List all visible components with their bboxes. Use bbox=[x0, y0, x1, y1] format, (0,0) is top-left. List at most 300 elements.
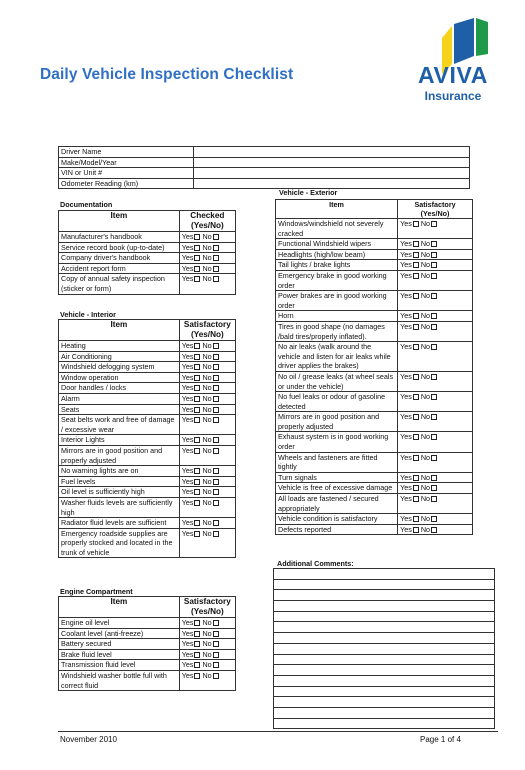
checklist-item-label: Power brakes are in good working order bbox=[276, 291, 398, 311]
page-title: Daily Vehicle Inspection Checklist bbox=[40, 66, 294, 83]
yes-checkbox[interactable] bbox=[194, 266, 200, 272]
no-label: No bbox=[202, 232, 212, 241]
no-checkbox[interactable] bbox=[431, 273, 437, 279]
no-checkbox[interactable] bbox=[213, 662, 219, 668]
checklist-item-label: Door handles / locks bbox=[59, 383, 180, 394]
engine-heading: Engine Compartment bbox=[60, 587, 133, 596]
comment-line-field[interactable] bbox=[274, 569, 495, 580]
no-checkbox[interactable] bbox=[213, 417, 219, 423]
yes-label: Yes bbox=[400, 291, 412, 301]
yes-checkbox[interactable] bbox=[194, 417, 200, 423]
no-checkbox[interactable] bbox=[213, 500, 219, 506]
driver-info-value[interactable] bbox=[194, 147, 470, 158]
yes-label: Yes bbox=[400, 321, 412, 331]
interior-table bbox=[58, 319, 236, 558]
no-label: No bbox=[202, 660, 212, 670]
no-label: No bbox=[420, 452, 431, 462]
yes-no-cell bbox=[398, 452, 473, 472]
driver-info-table bbox=[58, 146, 470, 189]
checklist-row bbox=[276, 239, 473, 250]
yes-no-cell bbox=[179, 466, 235, 477]
yes-label: Yes bbox=[181, 415, 194, 425]
yes-checkbox[interactable] bbox=[194, 354, 200, 360]
comment-line bbox=[274, 579, 495, 590]
yes-checkbox[interactable] bbox=[194, 448, 200, 454]
checklist-row bbox=[276, 524, 473, 535]
no-checkbox[interactable] bbox=[213, 620, 219, 626]
no-checkbox[interactable] bbox=[431, 434, 437, 440]
yes-checkbox[interactable] bbox=[194, 245, 200, 251]
documentation-heading: Documentation bbox=[60, 200, 113, 209]
yes-checkbox[interactable] bbox=[413, 527, 419, 533]
no-checkbox[interactable] bbox=[213, 531, 219, 537]
yes-no-cell bbox=[398, 494, 473, 514]
checklist-item-label: Air Conditioning bbox=[59, 351, 180, 362]
checklist-row bbox=[59, 274, 236, 294]
comment-line bbox=[274, 665, 495, 676]
no-label: No bbox=[202, 497, 212, 507]
checklist-item-label: Mirrors are in good position and properly adjusted bbox=[59, 445, 180, 465]
yes-no-cell bbox=[398, 260, 473, 271]
yes-no-cell bbox=[398, 239, 473, 250]
yes-checkbox[interactable] bbox=[194, 652, 200, 658]
checklist-row bbox=[276, 260, 473, 271]
yes-checkbox[interactable] bbox=[413, 455, 419, 461]
no-checkbox[interactable] bbox=[431, 252, 437, 258]
checklist-item-label: Engine oil level bbox=[59, 618, 180, 629]
yes-label: Yes bbox=[400, 472, 412, 482]
checklist-item-label: Functional Windshield wipers bbox=[276, 239, 398, 250]
yes-label: Yes bbox=[181, 649, 194, 659]
no-label: No bbox=[420, 219, 431, 228]
yes-label: Yes bbox=[400, 494, 412, 504]
yes-checkbox[interactable] bbox=[194, 489, 200, 495]
yes-no-cell bbox=[179, 628, 235, 639]
yes-label: Yes bbox=[181, 487, 194, 497]
no-label: No bbox=[202, 253, 212, 263]
no-checkbox[interactable] bbox=[431, 475, 437, 481]
footer-page-number: Page 1 of 4 bbox=[420, 735, 461, 744]
yes-no-cell bbox=[179, 618, 235, 629]
yes-checkbox[interactable] bbox=[413, 496, 419, 502]
comment-line-field[interactable] bbox=[274, 633, 495, 644]
checklist-item-label: Fuel levels bbox=[59, 476, 180, 487]
engine-item-header: Item bbox=[59, 597, 180, 618]
yes-checkbox[interactable] bbox=[194, 234, 200, 240]
yes-checkbox[interactable] bbox=[413, 221, 419, 227]
checklist-row bbox=[276, 291, 473, 311]
no-checkbox[interactable] bbox=[431, 516, 437, 522]
checklist-item-label: Tires in good shape (no damages /bald tires/properly inflated). bbox=[276, 321, 398, 341]
yes-checkbox[interactable] bbox=[413, 475, 419, 481]
yes-checkbox[interactable] bbox=[413, 414, 419, 420]
no-checkbox[interactable] bbox=[213, 489, 219, 495]
no-label: No bbox=[420, 291, 431, 301]
checklist-row bbox=[59, 372, 236, 383]
yes-label: Yes bbox=[181, 497, 194, 507]
yes-no-cell bbox=[179, 253, 235, 264]
yes-label: Yes bbox=[181, 628, 194, 638]
checklist-row bbox=[59, 435, 236, 446]
comment-line-field[interactable] bbox=[274, 707, 495, 718]
yes-no-cell bbox=[179, 232, 235, 243]
yes-label: Yes bbox=[181, 341, 194, 350]
no-checkbox[interactable] bbox=[213, 375, 219, 381]
checklist-item-label: No air leaks (walk around the vehicle and listen for air leaks while driver applies the brakes) bbox=[276, 342, 398, 372]
no-checkbox[interactable] bbox=[213, 631, 219, 637]
yes-label: Yes bbox=[400, 524, 412, 534]
exterior-table bbox=[275, 199, 473, 535]
no-label: No bbox=[420, 524, 431, 534]
yes-label: Yes bbox=[181, 518, 194, 528]
yes-checkbox[interactable] bbox=[194, 468, 200, 474]
checklist-row bbox=[276, 472, 473, 483]
comment-line-field[interactable] bbox=[274, 665, 495, 676]
no-checkbox[interactable] bbox=[213, 407, 219, 413]
no-label: No bbox=[202, 476, 212, 486]
driver-info-row bbox=[59, 178, 470, 189]
checklist-item-label: Emergency brake in good working order bbox=[276, 270, 398, 290]
no-label: No bbox=[202, 487, 212, 497]
no-checkbox[interactable] bbox=[431, 241, 437, 247]
yes-checkbox[interactable] bbox=[413, 485, 419, 491]
checklist-row bbox=[276, 432, 473, 452]
comment-line-field[interactable] bbox=[274, 675, 495, 686]
no-label: No bbox=[202, 242, 212, 252]
yes-label: Yes bbox=[400, 311, 412, 321]
yes-label: Yes bbox=[400, 371, 412, 381]
comments-table bbox=[273, 568, 495, 729]
checklist-row bbox=[59, 476, 236, 487]
yes-no-cell bbox=[398, 321, 473, 341]
yes-checkbox[interactable] bbox=[194, 641, 200, 647]
checklist-item-label: Windshield defogging system bbox=[59, 362, 180, 373]
checklist-item-label: Company driver's handbook bbox=[59, 253, 180, 264]
checklist-item-label: Seat belts work and free of damage / excessive wear bbox=[59, 415, 180, 435]
yes-checkbox[interactable] bbox=[194, 500, 200, 506]
yes-no-cell bbox=[398, 342, 473, 372]
checklist-item-label: Headlights (high/low beam) bbox=[276, 249, 398, 260]
yes-checkbox[interactable] bbox=[194, 620, 200, 626]
no-checkbox[interactable] bbox=[213, 276, 219, 282]
yes-checkbox[interactable] bbox=[194, 631, 200, 637]
yes-no-cell bbox=[398, 412, 473, 432]
yes-label: Yes bbox=[181, 274, 194, 284]
comment-line bbox=[274, 718, 495, 729]
yes-checkbox[interactable] bbox=[194, 437, 200, 443]
yes-checkbox[interactable] bbox=[413, 252, 419, 258]
yes-no-cell bbox=[179, 274, 235, 294]
no-label: No bbox=[420, 472, 431, 482]
yes-label: Yes bbox=[400, 239, 412, 249]
checklist-row bbox=[276, 483, 473, 494]
driver-info-label: VIN or Unit # bbox=[59, 168, 194, 179]
yes-no-cell bbox=[398, 371, 473, 391]
no-checkbox[interactable] bbox=[213, 641, 219, 647]
yes-checkbox[interactable] bbox=[194, 673, 200, 679]
no-checkbox[interactable] bbox=[431, 527, 437, 533]
no-label: No bbox=[202, 628, 212, 638]
no-checkbox[interactable] bbox=[431, 221, 437, 227]
checklist-row bbox=[59, 263, 236, 274]
no-label: No bbox=[420, 371, 431, 381]
no-checkbox[interactable] bbox=[213, 255, 219, 261]
yes-label: Yes bbox=[181, 639, 194, 649]
no-label: No bbox=[202, 351, 212, 361]
comment-line bbox=[274, 675, 495, 686]
yes-checkbox[interactable] bbox=[194, 407, 200, 413]
no-checkbox[interactable] bbox=[431, 262, 437, 268]
yes-label: Yes bbox=[181, 393, 194, 403]
checklist-row bbox=[276, 270, 473, 290]
comment-line-field[interactable] bbox=[274, 697, 495, 708]
checklist-item-label: Radiator fluid levels are sufficient bbox=[59, 518, 180, 529]
yes-no-cell bbox=[179, 435, 235, 446]
yes-label: Yes bbox=[400, 260, 412, 270]
comment-line-field[interactable] bbox=[274, 590, 495, 601]
checklist-item-label: Accident report form bbox=[59, 263, 180, 274]
comment-line bbox=[274, 654, 495, 665]
yes-checkbox[interactable] bbox=[194, 531, 200, 537]
checklist-row bbox=[59, 253, 236, 264]
no-checkbox[interactable] bbox=[431, 496, 437, 502]
driver-info-label: Driver Name bbox=[59, 147, 194, 158]
comment-line-field[interactable] bbox=[274, 686, 495, 697]
comment-line bbox=[274, 707, 495, 718]
yes-no-cell bbox=[398, 249, 473, 260]
yes-label: Yes bbox=[181, 670, 194, 680]
yes-no-cell bbox=[179, 487, 235, 498]
no-label: No bbox=[202, 639, 212, 649]
no-label: No bbox=[202, 518, 212, 528]
checklist-item-label: Oil level is sufficiently high bbox=[59, 487, 180, 498]
checklist-item-label: Exhaust system is in good working order bbox=[276, 432, 398, 452]
yes-label: Yes bbox=[181, 232, 194, 241]
no-label: No bbox=[202, 435, 212, 445]
checklist-item-label: Service record book (up-to-date) bbox=[59, 242, 180, 253]
driver-info-row bbox=[59, 157, 470, 168]
no-label: No bbox=[420, 342, 431, 352]
no-label: No bbox=[202, 670, 212, 680]
no-checkbox[interactable] bbox=[213, 520, 219, 526]
checklist-row bbox=[59, 670, 236, 690]
comment-line-field[interactable] bbox=[274, 654, 495, 665]
yes-checkbox[interactable] bbox=[194, 479, 200, 485]
checklist-row bbox=[59, 528, 236, 558]
yes-checkbox[interactable] bbox=[413, 434, 419, 440]
brand-subtitle: Insurance bbox=[424, 89, 482, 103]
comment-line bbox=[274, 601, 495, 612]
no-checkbox[interactable] bbox=[213, 437, 219, 443]
driver-info-label: Odometer Reading (km) bbox=[59, 178, 194, 189]
checklist-item-label: Wheels and fasteners are fitted tightly bbox=[276, 452, 398, 472]
yes-no-cell bbox=[398, 270, 473, 290]
driver-info-value[interactable] bbox=[194, 168, 470, 179]
yes-no-cell bbox=[179, 639, 235, 650]
no-label: No bbox=[202, 274, 212, 284]
no-checkbox[interactable] bbox=[213, 396, 219, 402]
yes-checkbox[interactable] bbox=[194, 343, 200, 349]
yes-no-cell bbox=[179, 415, 235, 435]
yes-checkbox[interactable] bbox=[194, 364, 200, 370]
yes-checkbox[interactable] bbox=[413, 324, 419, 330]
checklist-row bbox=[59, 242, 236, 253]
checklist-row bbox=[276, 494, 473, 514]
exterior-heading: Vehicle - Exterior bbox=[279, 188, 338, 197]
checklist-item-label: Manufacturer's handbook bbox=[59, 232, 180, 243]
comment-line bbox=[274, 643, 495, 654]
driver-info-row bbox=[59, 147, 470, 158]
yes-checkbox[interactable] bbox=[413, 516, 419, 522]
no-checkbox[interactable] bbox=[213, 448, 219, 454]
yes-label: Yes bbox=[181, 242, 194, 252]
yes-checkbox[interactable] bbox=[194, 375, 200, 381]
yes-no-cell bbox=[398, 311, 473, 322]
no-checkbox[interactable] bbox=[431, 293, 437, 299]
yes-checkbox[interactable] bbox=[413, 394, 419, 400]
no-checkbox[interactable] bbox=[431, 374, 437, 380]
no-checkbox[interactable] bbox=[213, 234, 219, 240]
no-checkbox[interactable] bbox=[431, 394, 437, 400]
yes-checkbox[interactable] bbox=[413, 374, 419, 380]
yes-checkbox[interactable] bbox=[194, 520, 200, 526]
no-label: No bbox=[420, 311, 431, 321]
comments-heading: Additional Comments: bbox=[277, 559, 354, 568]
no-label: No bbox=[420, 392, 431, 402]
no-checkbox[interactable] bbox=[213, 652, 219, 658]
yes-no-cell bbox=[179, 393, 235, 404]
checklist-item-label: Brake fluid level bbox=[59, 649, 180, 660]
yes-no-cell bbox=[398, 483, 473, 494]
no-checkbox[interactable] bbox=[213, 673, 219, 679]
yes-checkbox[interactable] bbox=[413, 313, 419, 319]
driver-info-row bbox=[59, 168, 470, 179]
checklist-item-label: Tail lights / brake lights bbox=[276, 260, 398, 271]
no-checkbox[interactable] bbox=[213, 354, 219, 360]
yes-no-cell bbox=[398, 219, 473, 239]
no-checkbox[interactable] bbox=[213, 479, 219, 485]
yes-label: Yes bbox=[181, 362, 194, 372]
no-label: No bbox=[420, 412, 431, 422]
yes-label: Yes bbox=[181, 351, 194, 361]
yes-checkbox[interactable] bbox=[194, 662, 200, 668]
exterior-check-header: Satisfactory (Yes/No) bbox=[398, 200, 473, 219]
no-checkbox[interactable] bbox=[213, 266, 219, 272]
checklist-item-label: Washer fluids levels are sufficiently high bbox=[59, 497, 180, 517]
no-label: No bbox=[202, 362, 212, 372]
yes-checkbox[interactable] bbox=[413, 241, 419, 247]
yes-no-cell bbox=[179, 372, 235, 383]
checklist-item-label: Emergency roadside supplies are properly stocked and located in the trunk of vehicle bbox=[59, 528, 180, 558]
checklist-row bbox=[276, 321, 473, 341]
checklist-item-label: Defects reported bbox=[276, 524, 398, 535]
yes-no-cell bbox=[179, 242, 235, 253]
no-checkbox[interactable] bbox=[213, 245, 219, 251]
checklist-item-label: No warning lights are on bbox=[59, 466, 180, 477]
yes-label: Yes bbox=[400, 452, 412, 462]
comment-line-field[interactable] bbox=[274, 622, 495, 633]
checklist-item-label: All loads are fastened / secured appropriately bbox=[276, 494, 398, 514]
documentation-table bbox=[58, 210, 236, 295]
comment-line bbox=[274, 569, 495, 580]
checklist-row bbox=[59, 497, 236, 517]
yes-checkbox[interactable] bbox=[413, 262, 419, 268]
yes-label: Yes bbox=[400, 270, 412, 280]
checklist-row bbox=[59, 466, 236, 477]
yes-no-cell bbox=[179, 649, 235, 660]
yes-checkbox[interactable] bbox=[413, 293, 419, 299]
yes-no-cell bbox=[179, 670, 235, 690]
no-label: No bbox=[202, 466, 212, 476]
driver-info-value[interactable] bbox=[194, 157, 470, 168]
yes-no-cell bbox=[179, 445, 235, 465]
driver-info-label: Make/Model/Year bbox=[59, 157, 194, 168]
comment-line-field[interactable] bbox=[274, 643, 495, 654]
yes-checkbox[interactable] bbox=[194, 385, 200, 391]
yes-label: Yes bbox=[400, 342, 412, 352]
yes-no-cell bbox=[398, 432, 473, 452]
checklist-row bbox=[59, 649, 236, 660]
yes-label: Yes bbox=[181, 372, 194, 382]
no-checkbox[interactable] bbox=[431, 313, 437, 319]
yes-no-cell bbox=[179, 528, 235, 558]
comment-line bbox=[274, 622, 495, 633]
no-checkbox[interactable] bbox=[213, 343, 219, 349]
checklist-item-label: Heating bbox=[59, 341, 180, 352]
no-checkbox[interactable] bbox=[431, 414, 437, 420]
yes-label: Yes bbox=[181, 253, 194, 263]
yes-label: Yes bbox=[400, 432, 412, 442]
yes-checkbox[interactable] bbox=[413, 273, 419, 279]
yes-checkbox[interactable] bbox=[194, 276, 200, 282]
no-label: No bbox=[202, 415, 212, 425]
no-checkbox[interactable] bbox=[213, 385, 219, 391]
checklist-row bbox=[276, 392, 473, 412]
checklist-row bbox=[59, 232, 236, 243]
comment-line bbox=[274, 590, 495, 601]
no-checkbox[interactable] bbox=[431, 455, 437, 461]
no-checkbox[interactable] bbox=[431, 324, 437, 330]
yes-checkbox[interactable] bbox=[194, 396, 200, 402]
no-checkbox[interactable] bbox=[431, 485, 437, 491]
yes-checkbox[interactable] bbox=[413, 344, 419, 350]
yes-label: Yes bbox=[181, 404, 194, 414]
yes-label: Yes bbox=[181, 445, 194, 455]
yes-label: Yes bbox=[181, 383, 194, 393]
comment-line-field[interactable] bbox=[274, 718, 495, 729]
engine-check-header: Satisfactory (Yes/No) bbox=[179, 597, 235, 618]
checklist-item-label: Mirrors are in good position and properly adjusted bbox=[276, 412, 398, 432]
comment-line-field[interactable] bbox=[274, 579, 495, 590]
checklist-item-label: Window operation bbox=[59, 372, 180, 383]
checklist-row bbox=[59, 487, 236, 498]
yes-checkbox[interactable] bbox=[194, 255, 200, 261]
checklist-row bbox=[59, 383, 236, 394]
checklist-row bbox=[59, 351, 236, 362]
no-label: No bbox=[202, 383, 212, 393]
checklist-row bbox=[276, 311, 473, 322]
comment-line bbox=[274, 611, 495, 622]
comment-line-field[interactable] bbox=[274, 601, 495, 612]
no-checkbox[interactable] bbox=[213, 468, 219, 474]
no-checkbox[interactable] bbox=[431, 344, 437, 350]
yes-no-cell bbox=[179, 660, 235, 671]
no-checkbox[interactable] bbox=[213, 364, 219, 370]
yes-no-cell bbox=[179, 383, 235, 394]
comment-line-field[interactable] bbox=[274, 611, 495, 622]
no-label: No bbox=[420, 483, 431, 493]
no-label: No bbox=[202, 372, 212, 382]
